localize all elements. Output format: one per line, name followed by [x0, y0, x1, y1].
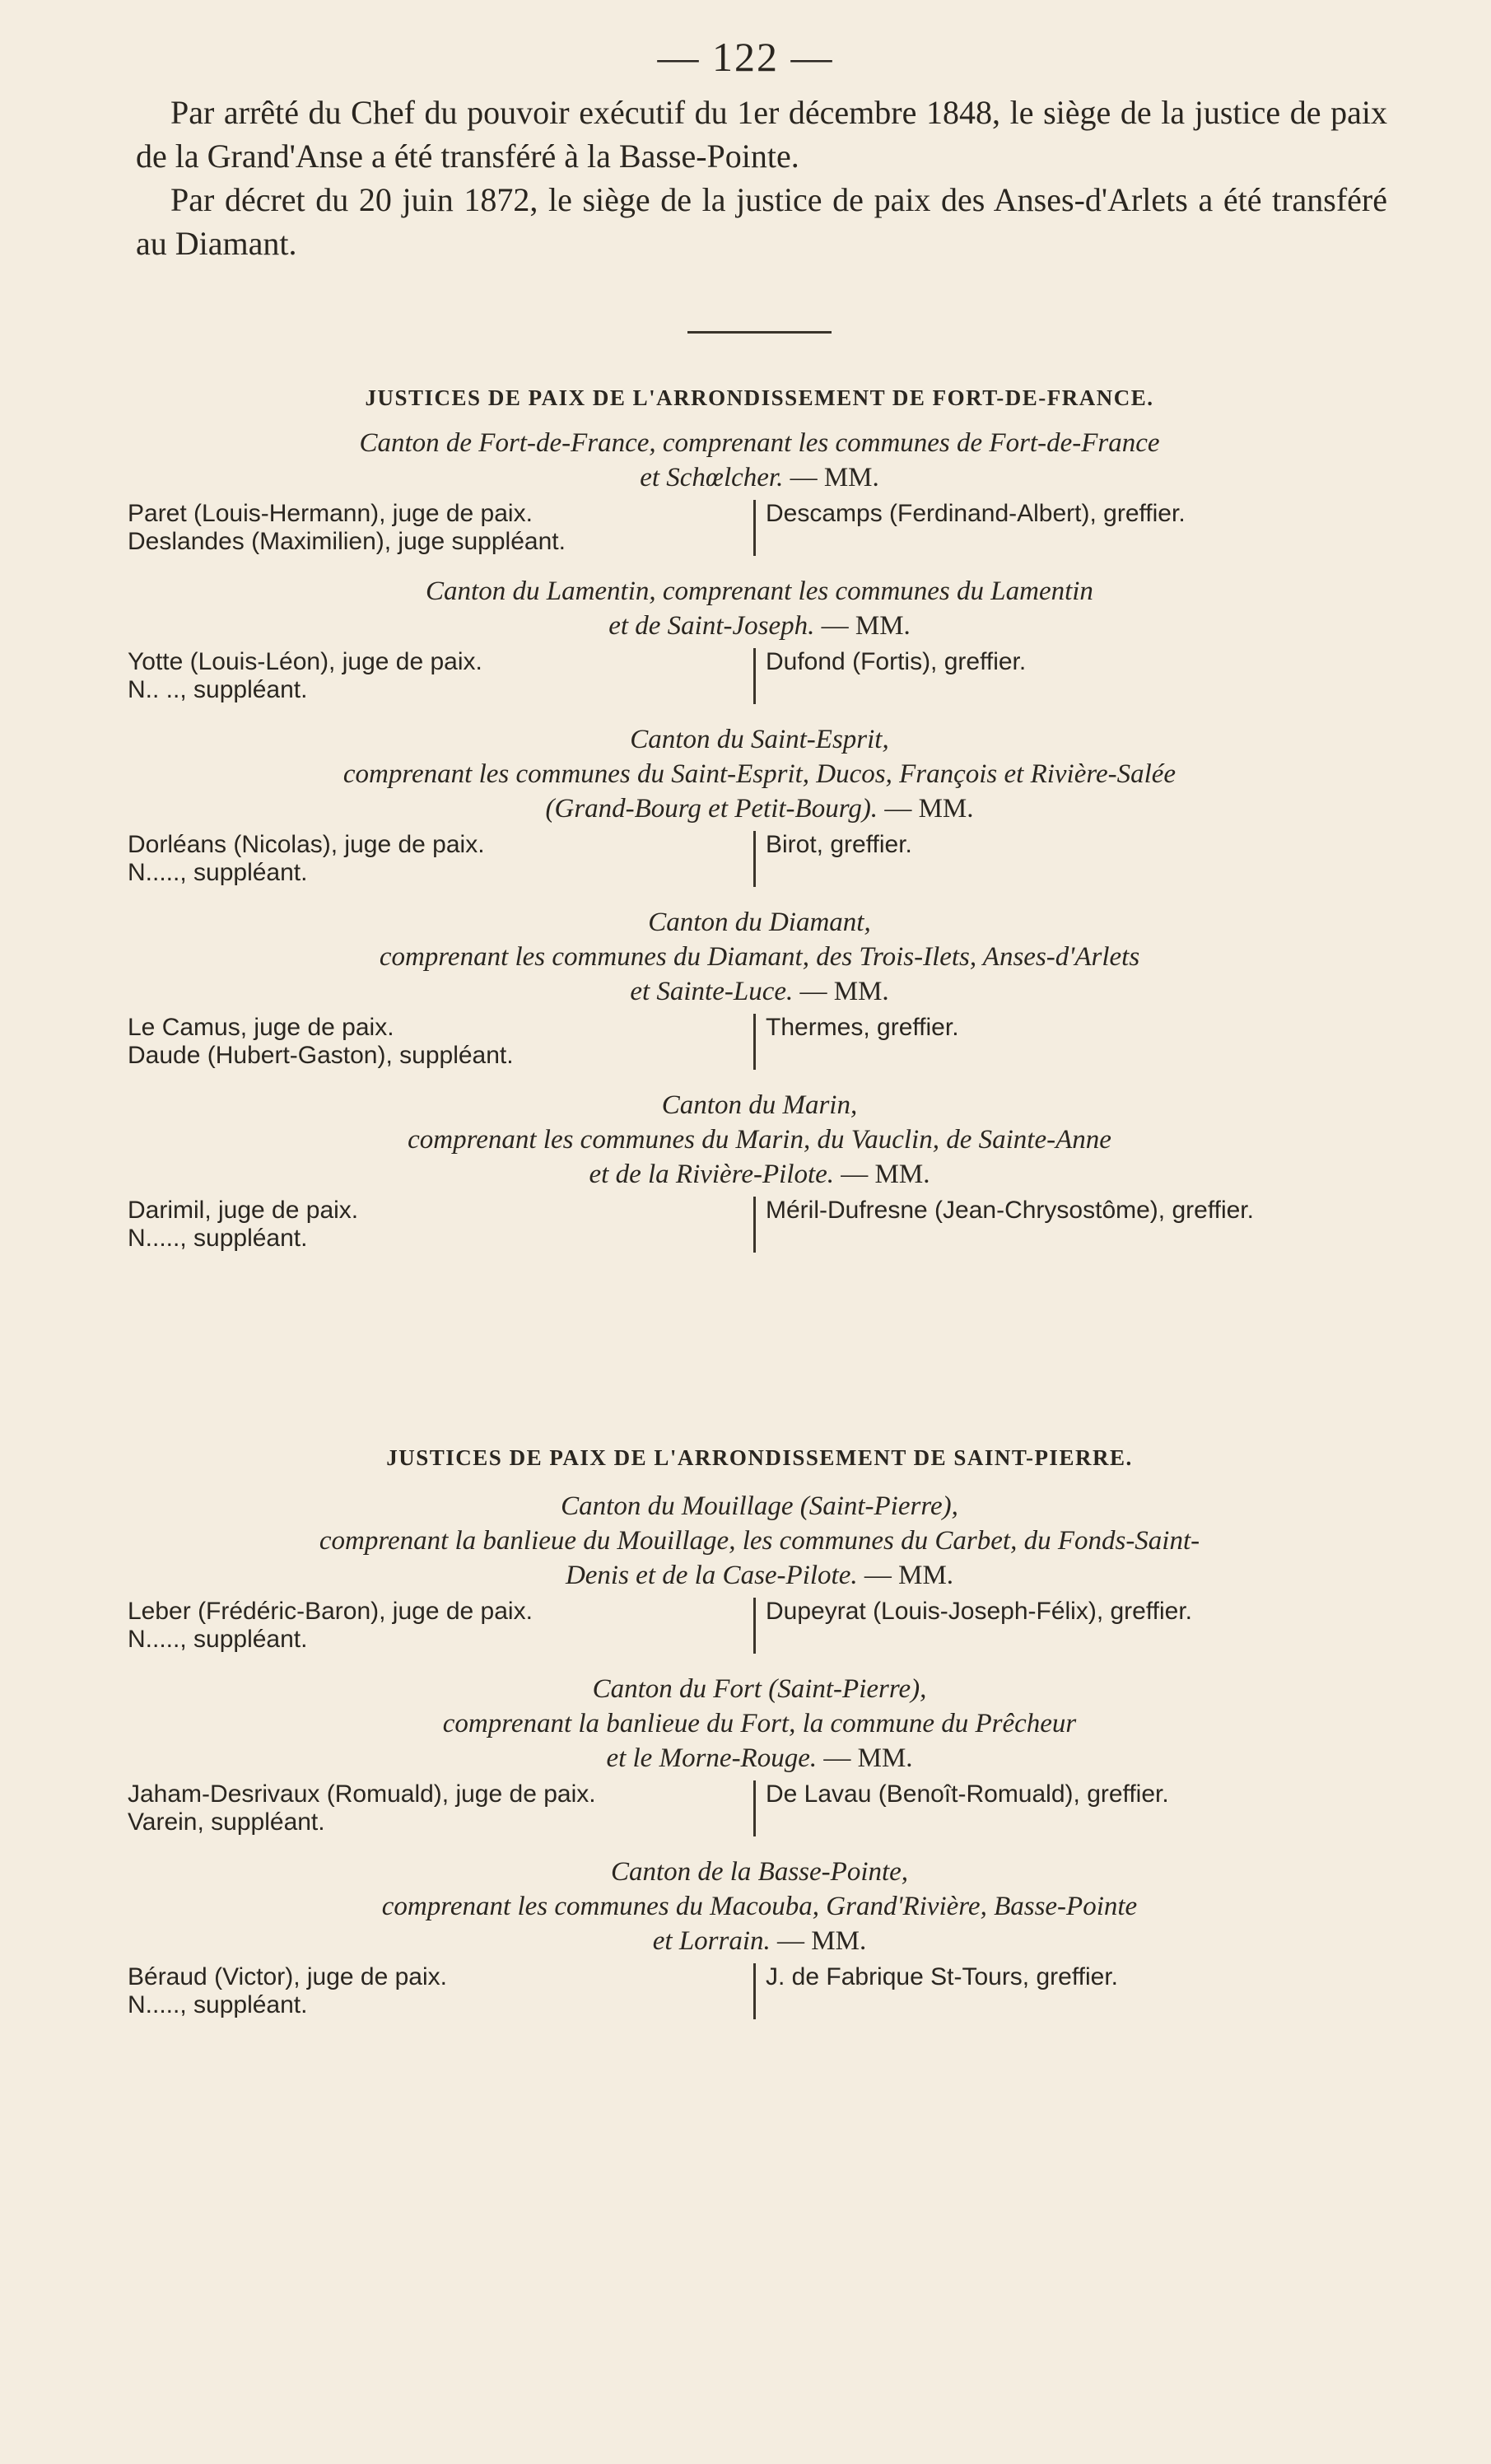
canton-entries: [123, 500, 1395, 556]
judge-entry: Leber (Frédéric-Baron), juge de paix.: [128, 1598, 533, 1625]
canton-title: [123, 722, 1395, 826]
canton-title-line: et de Saint-Joseph. — MM.: [608, 611, 911, 641]
canton-entries: [123, 648, 1395, 704]
judges-column: [123, 1963, 753, 2019]
canton-title-line: comprenant les communes du Saint-Esprit, Ducos, François et Rivière-Salée: [342, 759, 1176, 789]
canton-title-line: (Grand-Bourg et Petit-Bourg). — MM.: [545, 794, 974, 824]
clerk-column: [753, 1197, 1395, 1253]
canton-entries: [123, 1197, 1395, 1253]
judge-entry: Jaham-Desrivaux (Romuald), juge de paix.: [128, 1780, 596, 1808]
section-saint-pierre: [123, 1445, 1395, 2019]
canton-fort-saint-pierre: [123, 1672, 1395, 1836]
canton-title-line: comprenant les communes du Diamant, des Trois-Ilets, Anses-d'Arlets: [379, 942, 1140, 972]
mm-label: — MM.: [790, 463, 879, 492]
clerk-entry: De Lavau (Benoît-Romuald), greffier.: [766, 1780, 1169, 1808]
clerk-entry: Thermes, greffier.: [766, 1014, 959, 1041]
judge-entry: Paret (Louis-Hermann), juge de paix.: [128, 500, 533, 527]
judges-column: [123, 831, 753, 887]
canton-saint-esprit: [123, 722, 1395, 887]
canton-lamentin: [123, 574, 1395, 704]
canton-title: [123, 1489, 1395, 1593]
separator-rule: [687, 331, 832, 334]
canton-title-line: et Schœlcher. — MM.: [640, 463, 879, 492]
intro-paragraph: Par décret du 20 juin 1872, le siège de la justice de paix des Anses-d'Arlets a été transféré au Diamant.: [136, 181, 1387, 262]
judges-column: [123, 1014, 753, 1070]
judge-entry: Le Camus, juge de paix.: [128, 1014, 394, 1041]
canton-diamant: [123, 905, 1395, 1070]
substitute-entry: N....., suppléant.: [128, 859, 308, 886]
substitute-entry: Varein, suppléant.: [128, 1808, 325, 1836]
judges-column: [123, 648, 753, 704]
clerk-column: [753, 648, 1395, 704]
canton-entries: [123, 831, 1395, 887]
substitute-entry: N....., suppléant.: [128, 1626, 308, 1653]
canton-title-line: Denis et de la Case-Pilote. — MM.: [565, 1561, 954, 1590]
canton-title: [123, 426, 1395, 495]
section-heading: JUSTICES DE PAIX DE L'ARRONDISSEMENT DE SAINT-PIERRE.: [386, 1445, 1133, 1470]
clerk-entry: J. de Fabrique St-Tours, greffier.: [766, 1963, 1118, 1990]
canton-title-line: Canton du Saint-Esprit,: [630, 725, 889, 754]
canton-title-line: Canton du Marin,: [661, 1090, 858, 1120]
judges-column: [123, 1780, 753, 1836]
mm-label: — MM.: [841, 1160, 930, 1189]
canton-entries: [123, 1963, 1395, 2019]
canton-title-line: et de la Rivière-Pilote. — MM.: [589, 1160, 930, 1189]
canton-title: [123, 574, 1395, 643]
mm-label: — MM.: [823, 1743, 913, 1773]
mm-label: — MM.: [799, 977, 889, 1006]
judge-entry: Béraud (Victor), juge de paix.: [128, 1963, 447, 1990]
clerk-column: [753, 1780, 1395, 1836]
intro-text: [136, 91, 1387, 265]
canton-title-line: Canton de Fort-de-France, comprenant les communes de Fort-de-France: [359, 428, 1160, 458]
canton-title: [123, 1672, 1395, 1776]
canton-fort-de-france: [123, 426, 1395, 556]
substitute-entry: Daude (Hubert-Gaston), suppléant.: [128, 1042, 514, 1069]
substitute-entry: Deslandes (Maximilien), juge suppléant.: [128, 528, 566, 555]
canton-title: [123, 1088, 1395, 1192]
clerk-entry: Descamps (Ferdinand-Albert), greffier.: [766, 500, 1186, 527]
page-number: — 122 —: [657, 34, 834, 80]
clerk-column: [753, 1014, 1395, 1070]
clerk-entry: Dufond (Fortis), greffier.: [766, 648, 1027, 675]
judges-column: [123, 500, 753, 556]
clerk-entry: Dupeyrat (Louis-Joseph-Félix), greffier.: [766, 1598, 1192, 1625]
canton-title-line: comprenant les communes du Macouba, Grand'Rivière, Basse-Pointe: [381, 1892, 1138, 1921]
judge-entry: Dorléans (Nicolas), juge de paix.: [128, 831, 485, 858]
canton-entries: [123, 1014, 1395, 1070]
canton-title-line: Canton du Diamant,: [648, 908, 871, 937]
canton-title-line: comprenant la banlieue du Fort, la commune du Prêcheur: [442, 1709, 1077, 1738]
canton-marin: [123, 1088, 1395, 1253]
canton-basse-pointe: [123, 1855, 1395, 2019]
canton-title-line: Canton de la Basse-Pointe,: [610, 1857, 909, 1887]
section-heading: JUSTICES DE PAIX DE L'ARRONDISSEMENT DE FORT-DE-FRANCE.: [365, 385, 1154, 410]
canton-entries: [123, 1598, 1395, 1654]
substitute-entry: N.. .., suppléant.: [128, 676, 308, 703]
canton-title-line: comprenant les communes du Marin, du Vauclin, de Sainte-Anne: [408, 1125, 1111, 1155]
judge-entry: Yotte (Louis-Léon), juge de paix.: [128, 648, 482, 675]
judge-entry: Darimil, juge de paix.: [128, 1197, 359, 1224]
canton-title: [123, 1855, 1395, 1958]
judges-column: [123, 1598, 753, 1654]
clerk-column: [753, 500, 1395, 556]
judges-column: [123, 1197, 753, 1253]
canton-mouillage: [123, 1489, 1395, 1654]
substitute-entry: N....., suppléant.: [128, 1225, 308, 1252]
mm-label: — MM.: [884, 794, 974, 824]
clerk-column: [753, 1598, 1395, 1654]
mm-label: — MM.: [821, 611, 911, 641]
mm-label: — MM.: [864, 1561, 954, 1590]
canton-title-line: Canton du Lamentin, comprenant les communes du Lamentin: [426, 576, 1093, 606]
canton-entries: [123, 1780, 1395, 1836]
clerk-column: [753, 831, 1395, 887]
canton-title-line: comprenant la banlieue du Mouillage, les communes du Carbet, du Fonds-Saint-: [319, 1526, 1200, 1556]
canton-title-line: Canton du Fort (Saint-Pierre),: [592, 1674, 927, 1704]
clerk-column: [753, 1963, 1395, 2019]
section-fort-de-france: [123, 385, 1395, 1253]
canton-title-line: et le Morne-Rouge. — MM.: [606, 1743, 913, 1773]
canton-title-line: Canton du Mouillage (Saint-Pierre),: [561, 1491, 958, 1521]
canton-title-line: et Lorrain. — MM.: [652, 1926, 867, 1956]
mm-label: — MM.: [777, 1926, 867, 1956]
canton-title: [123, 905, 1395, 1009]
clerk-entry: Méril-Dufresne (Jean-Chrysostôme), greffier.: [766, 1197, 1254, 1224]
clerk-entry: Birot, greffier.: [766, 831, 912, 858]
canton-title-line: et Sainte-Luce. — MM.: [630, 977, 889, 1006]
substitute-entry: N....., suppléant.: [128, 1991, 308, 2018]
intro-paragraph: Par arrêté du Chef du pouvoir exécutif du 1er décembre 1848, le siège de la justice de paix de la Grand'Anse a été transféré à la Basse-Pointe.: [136, 94, 1387, 175]
